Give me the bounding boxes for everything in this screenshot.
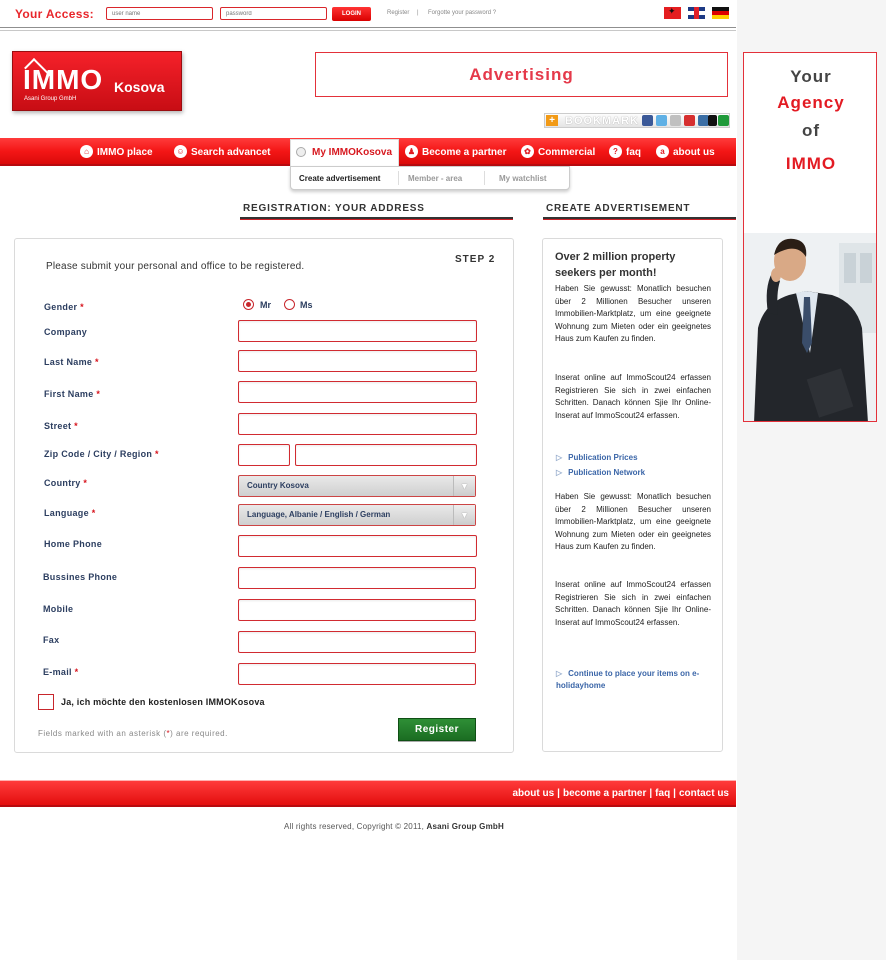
country-select[interactable]	[238, 475, 476, 497]
last-name-label: Last Name *	[44, 357, 99, 367]
nav-item-about-us[interactable]	[656, 138, 715, 166]
youtube-icon[interactable]	[684, 115, 695, 126]
plus-icon: +	[546, 115, 558, 126]
nav-item-faq[interactable]	[609, 138, 641, 166]
footer-link-contact-us[interactable]: contact us	[678, 788, 729, 799]
login-button[interactable]: LOGIN	[332, 7, 371, 21]
company-input[interactable]	[238, 320, 477, 342]
german-flag-icon[interactable]	[712, 7, 729, 19]
commercial-icon: ✿	[521, 145, 534, 158]
zip-code-input[interactable]	[238, 444, 290, 466]
ad-line: IMMO	[785, 154, 837, 173]
create-advertisement-title: CREATE ADVERTISEMENT	[546, 203, 691, 214]
top-divider-light	[0, 30, 736, 31]
continue-link[interactable]: ▷ Continue to place your items on e-holidayhome	[556, 669, 700, 690]
publication-network-link[interactable]: ▷ Publication Network	[556, 468, 646, 477]
registration-title: REGISTRATION: YOUR ADDRESS	[243, 203, 425, 214]
submenu-create-advertisement[interactable]: Create advertisement	[299, 174, 381, 183]
register-button[interactable]: Register	[398, 718, 476, 741]
nav-item-commercial[interactable]	[521, 138, 595, 166]
triangle-icon: ▷	[556, 669, 563, 678]
chevron-down-icon: ▼	[453, 505, 475, 525]
password-input[interactable]	[220, 7, 327, 20]
logo[interactable]	[12, 51, 182, 111]
bookmark-label: BOOKMARK	[565, 115, 639, 127]
nav-label-active: My IMMOKosova	[312, 147, 393, 158]
registration-title-rule	[240, 217, 513, 220]
info-headline: Over 2 million property seekers per month!	[555, 251, 676, 279]
info-paragraph: Inserat online auf ImmoScout24 erfassen Registrieren Sie sich in zwei einfachen Schritten. Danach können Sjie Ihr Online-Inserat auf ImmoScout24 erfassen.	[555, 580, 711, 627]
access-label: Your Access:	[15, 7, 94, 21]
chevron-down-icon: ▼	[453, 476, 475, 496]
nav-label: about us	[673, 147, 715, 158]
first-name-input[interactable]	[238, 381, 477, 403]
nav-item-become-partner[interactable]	[405, 138, 506, 166]
delicious-icon[interactable]	[708, 115, 717, 126]
country-label: Country *	[44, 478, 88, 488]
search-person-icon: ☺	[174, 145, 187, 158]
submenu-divider	[484, 171, 485, 185]
username-input[interactable]	[106, 7, 213, 20]
email-input[interactable]	[238, 663, 476, 685]
last-name-input[interactable]	[238, 350, 477, 372]
nav-item-search-advanced[interactable]	[174, 138, 271, 166]
businessman-image	[744, 233, 877, 422]
gender-ms-label: Ms	[300, 300, 313, 310]
zip-city-label: Zip Code / City / Region *	[44, 449, 159, 459]
city-region-input[interactable]	[295, 444, 477, 466]
nav-label: Become a partner	[422, 147, 507, 158]
info-paragraph: Haben Sie gewusst: Monatlich besuchen über 2 Millionen Besucher unseren Immobilien-Marktplatz, um eine geeignete Wohnung zum Mieten oder ein geeignetes Haus zum Kaufen zu finden.	[555, 284, 711, 343]
nav-item-immo-place[interactable]	[80, 138, 153, 166]
first-name-label: First Name *	[44, 389, 101, 399]
footer-link-faq[interactable]: faq	[655, 788, 671, 799]
gender-mr-radio[interactable]	[243, 299, 254, 310]
logo-suffix: Kosova	[114, 79, 165, 95]
language-label: Language *	[44, 508, 96, 518]
albanian-flag-icon[interactable]	[664, 7, 681, 19]
top-separator: |	[417, 10, 419, 16]
ad-line: Agency	[777, 93, 845, 112]
nav-label: IMMO place	[97, 147, 153, 158]
create-advertisement-rule	[543, 217, 736, 220]
register-link[interactable]: Register	[387, 10, 410, 16]
step-indicator: STEP 2	[455, 254, 496, 265]
submenu-member-area[interactable]: Member - area	[408, 174, 463, 183]
company-label: Company	[44, 327, 88, 337]
top-divider	[0, 27, 736, 28]
gender-label: Gender *	[44, 302, 84, 312]
footer-link-become-partner[interactable]: become a partner	[562, 788, 647, 799]
gender-mr-label: Mr	[260, 300, 271, 310]
gender-ms-radio[interactable]	[284, 299, 295, 310]
street-input[interactable]	[238, 413, 477, 435]
forgot-password-link[interactable]: Forgotte your password ?	[428, 10, 497, 16]
email-label: E-mail *	[43, 667, 79, 677]
street-label: Street *	[44, 421, 78, 431]
footer-link-about-us[interactable]: about us	[512, 788, 555, 799]
facebook-icon[interactable]	[642, 115, 653, 126]
info-icon: a	[656, 145, 669, 158]
ad-line: Your	[790, 67, 832, 86]
language-select[interactable]	[238, 504, 476, 526]
language-value: Language, Albanie / English / German	[247, 510, 391, 519]
info-paragraph: Inserat online auf ImmoScout24 erfassen Registrieren Sie sich in zwei einfachen Schritten. Danach können Sjie Ihr Online-Inserat auf ImmoScout24 erfassen.	[555, 373, 711, 420]
triangle-icon: ▷	[556, 468, 563, 477]
newsletter-label: Ja, ich möchte den kostenlosen IMMOKosova	[61, 697, 265, 707]
partners-icon: ♟	[405, 145, 418, 158]
mobile-input[interactable]	[238, 599, 476, 621]
business-phone-input[interactable]	[238, 567, 476, 589]
form-intro: Please submit your personal and office to be registered.	[46, 261, 305, 272]
mobile-label: Mobile	[43, 604, 74, 614]
logo-subtitle: Asani Group GmbH	[24, 96, 77, 102]
nav-label: Search advancet	[191, 147, 271, 158]
myspace-icon[interactable]	[670, 115, 681, 126]
publication-prices-link[interactable]: ▷ Publication Prices	[556, 453, 638, 462]
english-flag-icon[interactable]	[688, 7, 705, 19]
nav-label: faq	[626, 147, 641, 158]
info-paragraph: Haben Sie gewusst: Monatlich besuchen über 2 Millionen Besucher unseren Immobilien-Marktplatz, um eine geeignete Wohnung zum Mieten oder ein geeignetes Haus zum Kaufen zu finden.	[555, 492, 711, 551]
faq-icon: ?	[609, 145, 622, 158]
bookmark-bar[interactable]	[544, 113, 730, 128]
user-icon	[296, 147, 306, 157]
newsletter-checkbox[interactable]	[38, 694, 54, 710]
copyright: All rights reserved, Copyright © 2011, Asani Group GmbH	[284, 822, 504, 831]
advertising-banner[interactable]: Advertising	[315, 52, 728, 97]
triangle-icon: ▷	[556, 453, 563, 462]
required-note: Fields marked with an asterisk (*) are required.	[38, 729, 228, 738]
submenu-divider	[398, 171, 399, 185]
logo-main: IMMO	[23, 64, 104, 95]
country-value: Country Kosova	[247, 481, 309, 490]
fax-label: Fax	[43, 635, 60, 645]
home-phone-label: Home Phone	[44, 539, 103, 549]
nav-label: Commercial	[538, 147, 596, 158]
share-icon[interactable]	[718, 115, 729, 126]
house-icon: ⌂	[80, 145, 93, 158]
twitter-icon[interactable]	[656, 115, 667, 126]
fax-input[interactable]	[238, 631, 476, 653]
ad-line: of	[801, 121, 821, 140]
footer-links: about us | become a partner | faq | contact us	[512, 788, 729, 799]
agency-ad[interactable]	[743, 52, 877, 422]
home-phone-input[interactable]	[238, 535, 477, 557]
business-phone-label: Bussines Phone	[43, 572, 118, 582]
submenu-my-watchlist[interactable]: My watchlist	[499, 174, 547, 183]
